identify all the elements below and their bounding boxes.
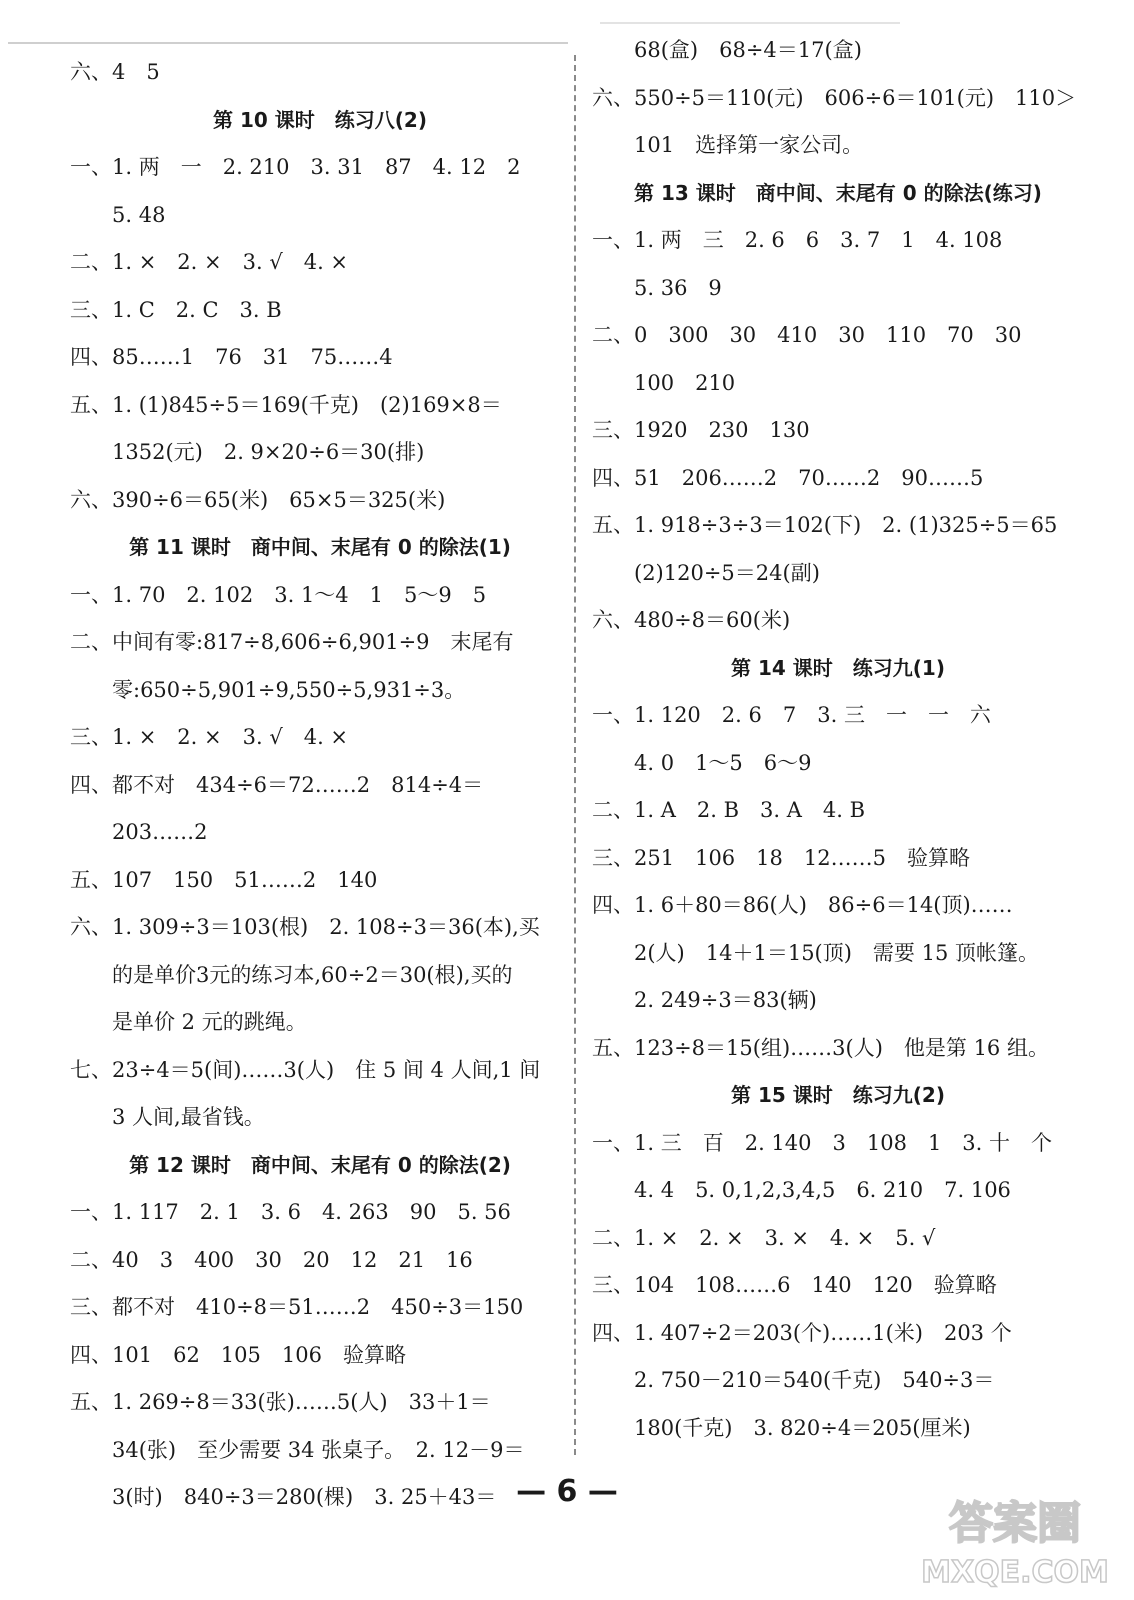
answer-line: 一、1. 70 2. 102 3. 1～4 1 5～9 5 bbox=[70, 582, 487, 607]
answer-line: (2)120÷5＝24(副) bbox=[634, 560, 820, 585]
answer-line: 一、1. 三 百 2. 140 3 108 1 3. 十 个 bbox=[592, 1130, 1053, 1155]
column-divider bbox=[574, 55, 576, 1455]
answer-line: 二、1. × 2. × 3. × 4. × 5. √ bbox=[592, 1225, 936, 1250]
lesson-title: 第 12 课时 商中间、末尾有 0 的除法(2) bbox=[129, 1152, 511, 1177]
header-rule-right bbox=[600, 22, 900, 24]
answer-line: 1352(元) 2. 9×20÷6＝30(排) bbox=[112, 440, 425, 464]
answer-line: 零:650÷5,901÷9,550÷5,931÷3。 bbox=[112, 677, 466, 702]
answer-line: 四、101 62 105 106 验算略 bbox=[70, 1342, 406, 1367]
answer-line: 一、1. 120 2. 6 7 3. 三 一 一 六 bbox=[592, 703, 991, 727]
answer-line: 是单价 2 元的跳绳。 bbox=[112, 1010, 307, 1034]
answer-line: 二、中间有零:817÷8,606÷6,901÷9 末尾有 bbox=[70, 630, 514, 654]
watermark-bottom-text: MXQE.COM bbox=[921, 1555, 1109, 1590]
watermark-logo bbox=[915, 1490, 1115, 1590]
answer-line: 三、1. × 2. × 3. √ 4. × bbox=[70, 725, 349, 749]
right-column bbox=[592, 38, 1084, 1463]
answer-line: 一、1. 117 2. 1 3. 6 4. 263 90 5. 56 bbox=[70, 1200, 511, 1224]
answer-line: 101 选择第一家公司。 bbox=[634, 133, 864, 157]
answer-line: 五、1. 918÷3÷3＝102(下) 2. (1)325÷5＝65 bbox=[592, 513, 1058, 537]
left-column bbox=[70, 60, 570, 1533]
answer-line: 三、都不对 410÷8＝51……2 450÷3＝150 bbox=[70, 1295, 524, 1319]
answer-line: 二、1. × 2. × 3. √ 4. × bbox=[70, 250, 349, 274]
answer-line: 六、4 5 bbox=[70, 60, 160, 84]
lesson-title: 第 14 课时 练习九(1) bbox=[731, 655, 945, 680]
answer-line: 六、480÷8＝60(米) bbox=[592, 608, 791, 632]
answer-line: 一、1. 两 三 2. 6 6 3. 7 1 4. 108 bbox=[592, 228, 1003, 252]
answer-line: 二、1. A 2. B 3. A 4. B bbox=[592, 798, 866, 822]
answer-line: 68(盒) 68÷4＝17(盒) bbox=[634, 38, 862, 62]
answer-line: 二、40 3 400 30 20 12 21 16 bbox=[70, 1247, 473, 1272]
answer-line: 2. 750－210＝540(千克) 540÷3＝ bbox=[634, 1368, 995, 1392]
answer-line: 3(时) 840÷3＝280(棵) 3. 25＋43＝ bbox=[112, 1485, 497, 1509]
answer-line: 三、251 106 18 12……5 验算略 bbox=[592, 845, 970, 870]
answer-line: 180(千克) 3. 820÷4＝205(厘米) bbox=[634, 1415, 971, 1440]
answer-line: 的是单价3元的练习本,60÷2＝30(根),买的 bbox=[112, 962, 513, 987]
answer-line: 一、1. 两 一 2. 210 3. 31 87 4. 12 2 bbox=[70, 155, 521, 179]
answer-line: 三、104 108……6 140 120 验算略 bbox=[592, 1273, 997, 1297]
answer-line: 四、1. 407÷2＝203(个)……1(米) 203 个 bbox=[592, 1320, 1012, 1345]
answer-line: 四、1. 6＋80＝86(人) 86÷6＝14(顶)…… bbox=[592, 893, 1013, 917]
answer-line: 二、0 300 30 410 30 110 70 30 bbox=[592, 323, 1022, 347]
answer-line: 三、1. C 2. C 3. B bbox=[70, 297, 282, 322]
lesson-title: 第 11 课时 商中间、末尾有 0 的除法(1) bbox=[129, 535, 511, 559]
answer-line: 5. 36 9 bbox=[634, 275, 722, 300]
answer-line: 五、1. 269÷8＝33(张)……5(人) 33＋1＝ bbox=[70, 1390, 491, 1414]
answer-line: 100 210 bbox=[634, 370, 736, 395]
answer-line: 六、390÷6＝65(米) 65×5＝325(米) bbox=[70, 487, 446, 512]
watermark-top-text: 答案圈 bbox=[949, 1498, 1081, 1549]
answer-line: 五、123÷8＝15(组)……3(人) 他是第 16 组。 bbox=[592, 1035, 1049, 1060]
answer-line: 三、1920 230 130 bbox=[592, 418, 810, 442]
answer-line: 4. 4 5. 0,1,2,3,4,5 6. 210 7. 106 bbox=[634, 1178, 1011, 1202]
answer-line: 5. 48 bbox=[112, 202, 166, 227]
answer-line: 五、107 150 51……2 140 bbox=[70, 867, 378, 892]
answer-line: 七、23÷4＝5(间)……3(人) 住 5 间 4 人间,1 间 bbox=[70, 1057, 541, 1082]
lesson-title: 第 15 课时 练习九(2) bbox=[731, 1083, 945, 1107]
answer-line: 四、85……1 76 31 75……4 bbox=[70, 345, 393, 369]
answer-line: 六、550÷5＝110(元) 606÷6＝101(元) 110＞ bbox=[592, 85, 1077, 110]
lesson-title: 第 13 课时 商中间、末尾有 0 的除法(练习) bbox=[634, 180, 1042, 205]
answer-line: 2. 249÷3＝83(辆) bbox=[634, 988, 817, 1012]
answer-line: 四、都不对 434÷6＝72……2 814÷4＝ bbox=[70, 772, 484, 797]
answer-line: 四、51 206……2 70……2 90……5 bbox=[592, 465, 984, 490]
lesson-title: 第 10 课时 练习八(2) bbox=[213, 107, 427, 132]
answer-line: 203……2 bbox=[112, 820, 208, 844]
answer-line: 4. 0 1～5 6～9 bbox=[634, 750, 812, 775]
answer-line: 六、1. 309÷3＝103(根) 2. 108÷3＝36(本),买 bbox=[70, 915, 540, 939]
answer-line: 34(张) 至少需要 34 张桌子。 2. 12－9＝ bbox=[112, 1437, 525, 1462]
header-rule bbox=[8, 42, 568, 44]
answer-line: 3 人间,最省钱。 bbox=[112, 1105, 265, 1129]
answer-line: 五、1. (1)845÷5＝169(千克) (2)169×8＝ bbox=[70, 392, 502, 417]
answer-line: 2(人) 14＋1＝15(顶) 需要 15 顶帐篷。 bbox=[634, 940, 1040, 965]
page-number: — 6 — bbox=[516, 1474, 618, 1509]
